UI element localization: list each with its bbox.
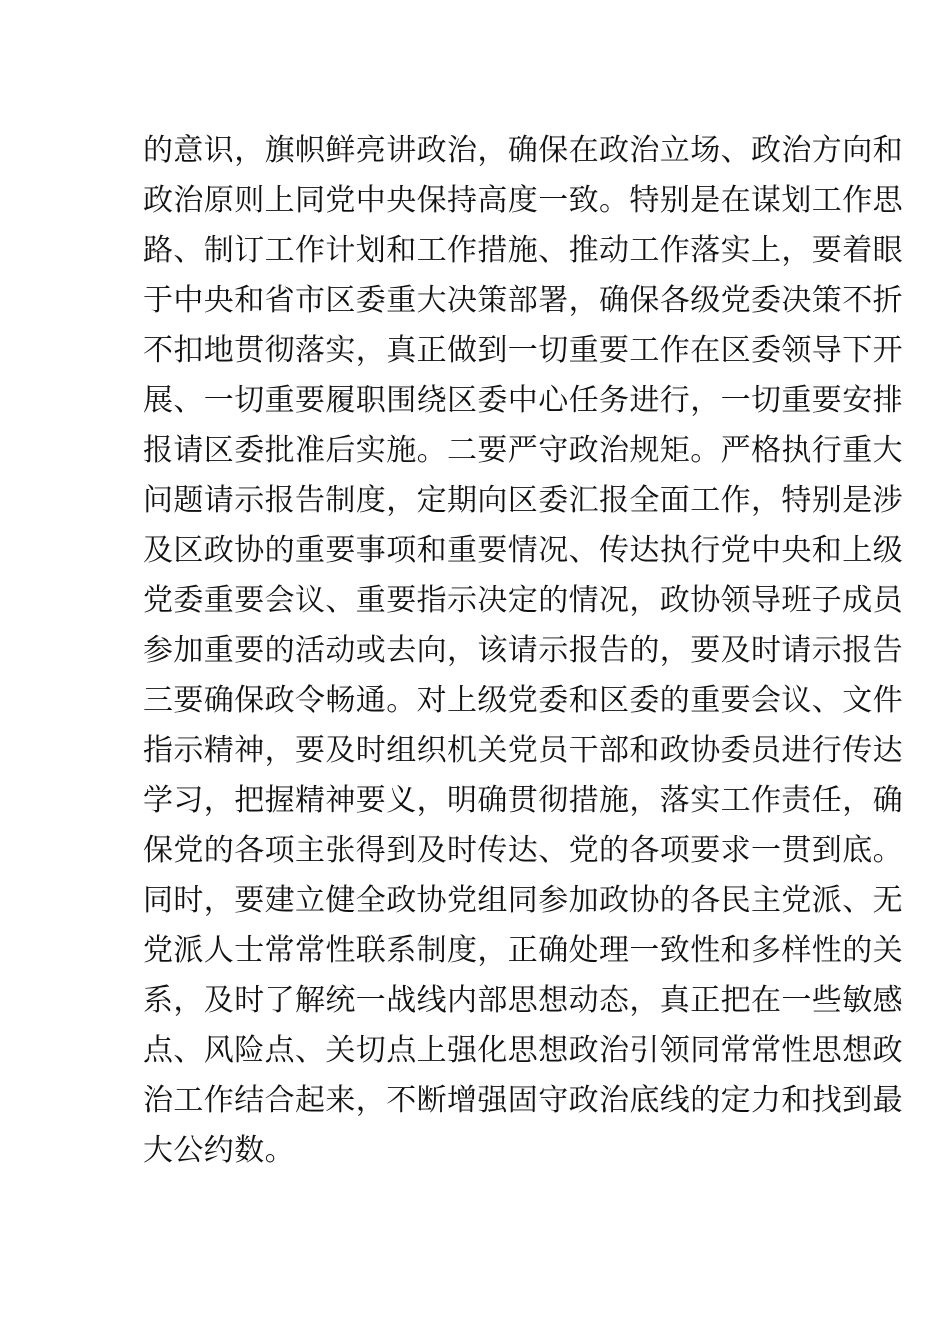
text-line: 参加重要的活动或去向，该请示报告的，要及时请示报告 — [143, 633, 903, 668]
text-line: 政治原则上同党中央保持高度一致。特别是在谋划工作思 — [143, 183, 903, 218]
text-line: 三要确保政令畅通。对上级党委和区委的重要会议、文件 — [143, 683, 903, 718]
text-line: 大公约数。 — [143, 1133, 295, 1168]
text-line: 于中央和省市区委重大决策部署，确保各级党委决策不折 — [143, 283, 903, 318]
body-paragraph — [143, 126, 903, 1176]
text-line: 同时，要建立健全政协党组同参加政协的各民主党派、无 — [143, 883, 903, 918]
text-line: 指示精神，要及时组织机关党员干部和政协委员进行传达 — [143, 733, 903, 768]
text-line: 学习，把握精神要义，明确贯彻措施，落实工作责任，确 — [143, 783, 903, 818]
text-line: 问题请示报告制度，定期向区委汇报全面工作，特别是涉 — [143, 483, 903, 518]
text-line: 展、一切重要履职围绕区委中心任务进行，一切重要安排 — [143, 383, 903, 418]
text-line: 治工作结合起来，不断增强固守政治底线的定力和找到最 — [143, 1083, 903, 1118]
text-line: 点、风险点、关切点上强化思想政治引领同常常性思想政 — [143, 1033, 903, 1068]
text-line: 的意识，旗帜鲜亮讲政治，确保在政治立场、政治方向和 — [143, 133, 903, 168]
text-line: 保党的各项主张得到及时传达、党的各项要求一贯到底。 — [143, 833, 903, 868]
text-line: 不扣地贯彻落实，真正做到一切重要工作在区委领导下开 — [143, 333, 903, 368]
text-line: 报请区委批准后实施。二要严守政治规矩。严格执行重大 — [143, 433, 903, 468]
text-line: 路、制订工作计划和工作措施、推动工作落实上，要着眼 — [143, 233, 903, 268]
text-line: 党委重要会议、重要指示决定的情况，政协领导班子成员 — [143, 583, 903, 618]
text-line: 党派人士常常性联系制度，正确处理一致性和多样性的关 — [143, 933, 903, 968]
text-line: 及区政协的重要事项和重要情况、传达执行党中央和上级 — [143, 533, 903, 568]
text-line: 系，及时了解统一战线内部思想动态，真正把在一些敏感 — [143, 983, 903, 1018]
